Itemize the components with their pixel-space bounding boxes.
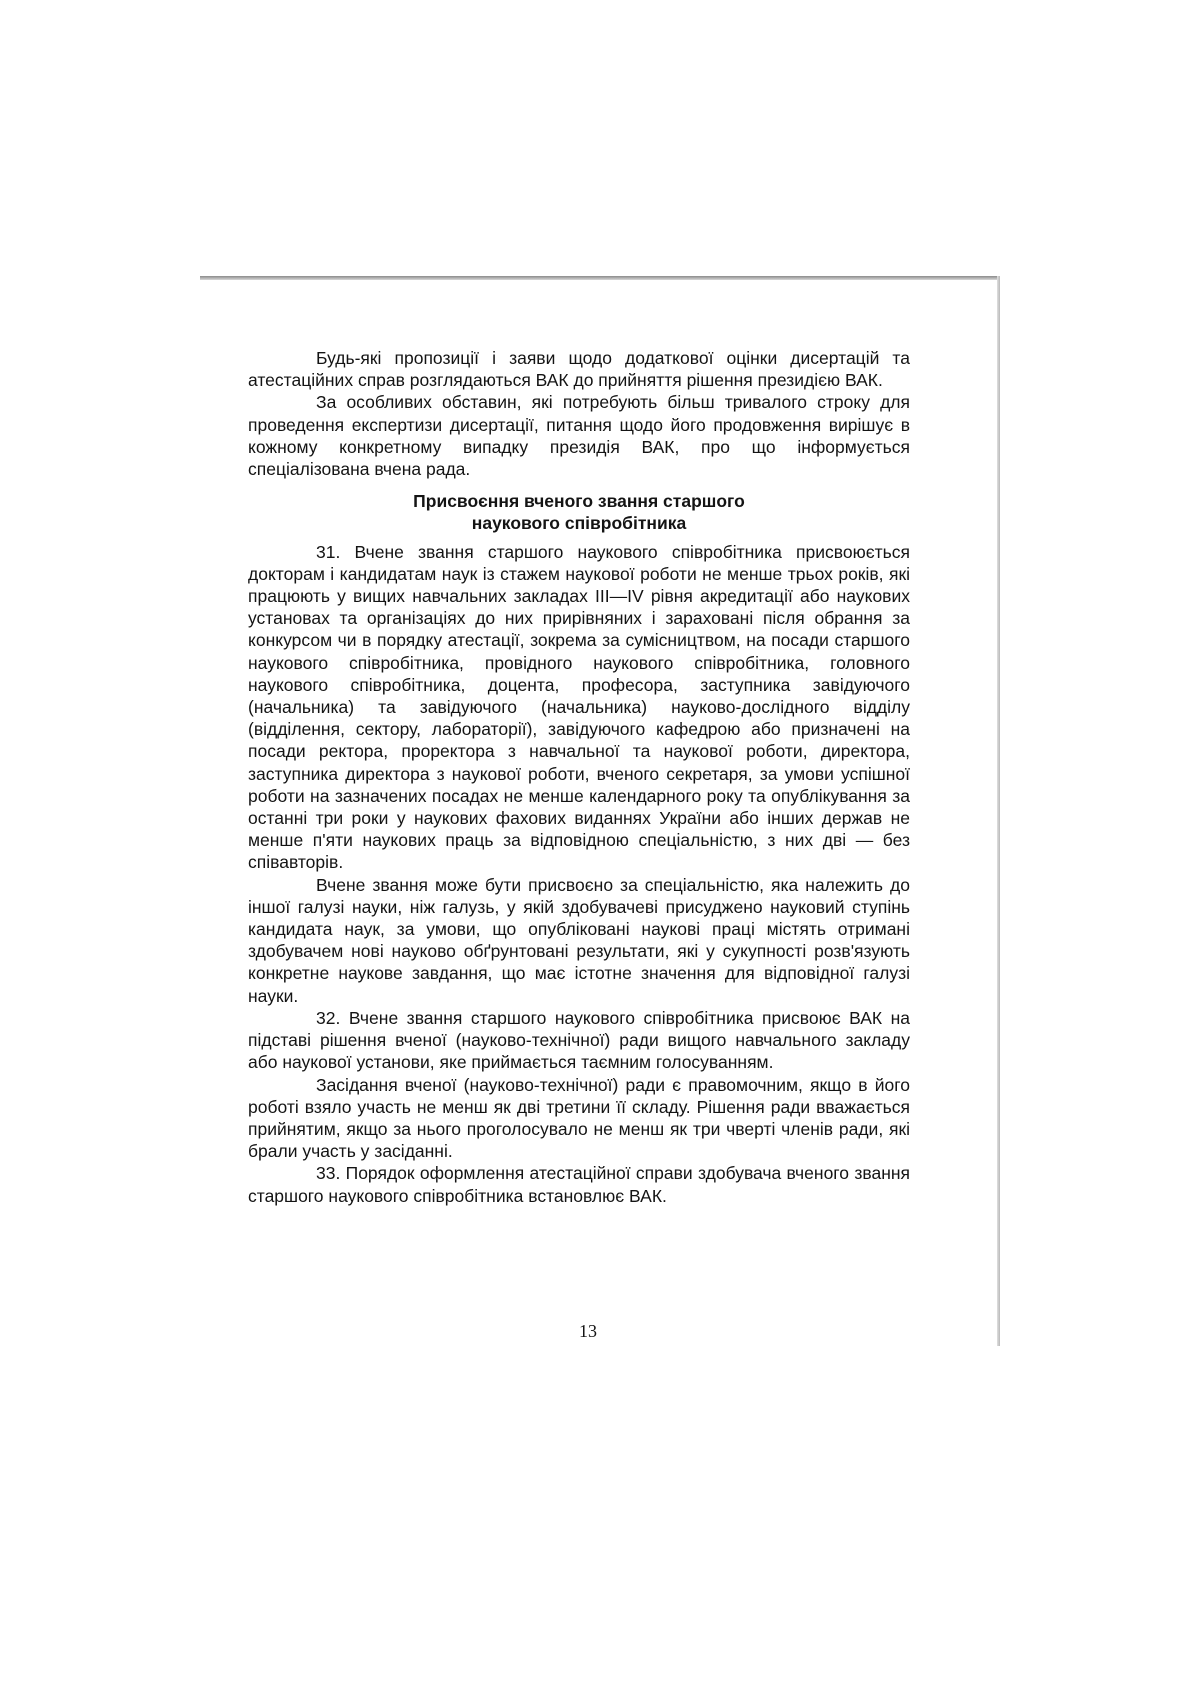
paragraph: Засідання вченої (науково-технічної) ради є правомочним, якщо в його роботі взяло участь не менш як дві третини її складу. Рішення ради вважається прийнятим, якщо за нього проголосувало не менш як три чверті членів ради, які брали участь у засіданні.	[248, 1074, 910, 1162]
paragraph: Вчене звання може бути присвоєно за спеціальністю, яка належить до іншої галузі науки, ніж галузь, у якій здобувачеві присуджено науковий ступінь кандидата наук, за умови, що опубліковані наукові праці містять отримані здобувачем нові науково обґрунтовані результати, які у сукупності розв'язують конкретне наукове завдання, що має істотне значення для відповідної галузі науки.	[248, 874, 910, 1006]
page-right-edge	[997, 276, 1000, 1346]
paragraph-31: 31. Вчене звання старшого наукового співробітника присвоюється докторам і кандидатам наук із стажем наукової роботи не менше трьох років, які працюють у вищих навчальних закладах III—IV рівня акредитації або наукових установах та організаціях до них прирівняних і зараховані після обрання за конкурсом чи в порядку атестації, зокрема за сумісництвом, на посади старшого наукового співробітника, провідного наукового співробітника, головного наукового співробітника, доцента, професора, заступника завідуючого (начальника) та завідуючого (начальника) науково-дослідного відділу (відділення, сектору, лабораторії), завідуючого кафедрою або призначені на посади ректора, проректора з навчальної та наукової роботи, директора, заступника директора з наукової роботи, вченого секретаря, за умови успішної роботи на зазначених посадах не менше календарного року та опублікування за останні три роки у наукових фахових виданнях України або інших держав не менше п'яти наукових праць за відповідною спеціальністю, з них дві — без співавторів.	[248, 541, 910, 873]
paragraph: За особливих обставин, які потребують більш тривалого строку для проведення експертизи дисертації, питання щодо його продовження вирішує в кожному конкретному випадку президія ВАК, про що інформується спеціалізована вчена рада.	[248, 392, 910, 480]
paragraph: Будь-які пропозиції і заяви щодо додаткової оцінки дисертацій та атестаційних справ розглядаються ВАК до прийняття рішення президією ВАК.	[248, 348, 910, 391]
page-number: 13	[579, 1321, 597, 1341]
page-body	[248, 347, 910, 1207]
section-heading	[248, 490, 910, 534]
paragraph-32: 32. Вчене звання старшого наукового співробітника присвоює ВАК на підставі рішення вченої (науково-технічної) ради вищого навчального закладу або наукової установи, яке приймається таємним голосуванням.	[248, 1007, 910, 1073]
section-heading-line-2: наукового співробітника	[471, 513, 687, 534]
section-heading-line-1: Присвоєння вченого звання старшого	[413, 491, 745, 512]
paragraph-33: 33. Порядок оформлення атестаційної справи здобувача вченого звання старшого наукового співробітника встановлює ВАК.	[248, 1163, 910, 1206]
page-top-edge	[200, 276, 1000, 280]
